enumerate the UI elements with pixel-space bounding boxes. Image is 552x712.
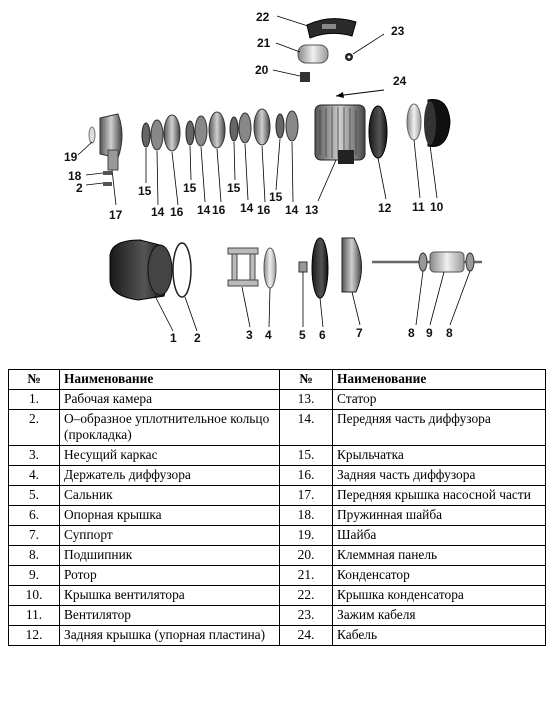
table-row — [9, 410, 546, 446]
cable-arrowhead — [336, 92, 344, 98]
spring-washer-18 — [103, 171, 112, 175]
table-row — [9, 546, 546, 566]
callout-4: 4 — [265, 328, 272, 342]
cell-name: Конденсатор — [333, 566, 546, 586]
cell-number: 2. — [9, 410, 60, 446]
cell-name: Опорная крышка — [60, 506, 280, 526]
cell-number: 11. — [9, 606, 60, 626]
callout-14c: 14 — [240, 201, 254, 215]
callout-16c: 16 — [257, 203, 271, 217]
cell-number: 1. — [9, 390, 60, 410]
callout-13: 13 — [305, 203, 319, 217]
callout-14b: 14 — [197, 203, 211, 217]
cell-name: Подшипник — [60, 546, 280, 566]
capacitor — [298, 45, 328, 63]
callout-24: 24 — [393, 74, 407, 88]
cell-number: 10. — [9, 586, 60, 606]
cell-number: 13. — [280, 390, 333, 410]
cell-number: 24. — [280, 626, 333, 646]
cell-name: Крыльчатка — [333, 446, 546, 466]
cell-number: 23. — [280, 606, 333, 626]
impeller-diffuser-stack — [142, 109, 298, 151]
cell-number: 7. — [9, 526, 60, 546]
callout-15c: 15 — [227, 181, 241, 195]
cell-name: Задняя часть диффузора — [333, 466, 546, 486]
pump-chamber-outlet — [148, 245, 172, 295]
callout-3: 3 — [246, 328, 253, 342]
callout-16b: 16 — [212, 203, 226, 217]
support-cover — [312, 238, 328, 298]
callout-2-bottom: 2 — [194, 331, 201, 345]
seal — [299, 262, 307, 272]
callout-16a: 16 — [170, 205, 184, 219]
cell-name: Пружинная шайба — [333, 506, 546, 526]
cell-number: 6. — [9, 506, 60, 526]
cell-name: Крышка вентилятора — [60, 586, 280, 606]
table-row — [9, 586, 546, 606]
cell-name: Суппорт — [60, 526, 280, 546]
callout-9: 9 — [426, 326, 433, 340]
cell-number: 20. — [280, 546, 333, 566]
header-name-right: Наименование — [333, 370, 546, 390]
bolt-2 — [103, 182, 112, 186]
cell-name: Передняя крышка насосной части — [333, 486, 546, 506]
callout-8a: 8 — [408, 326, 415, 340]
cell-name: Зажим кабеля — [333, 606, 546, 626]
callout-22: 22 — [256, 10, 270, 24]
cell-number: 5. — [9, 486, 60, 506]
cell-number: 4. — [9, 466, 60, 486]
callout-15a: 15 — [138, 184, 152, 198]
cable-clamp-hole — [348, 56, 351, 59]
callout-14d: 14 — [285, 203, 299, 217]
cell-number: 15. — [280, 446, 333, 466]
diffuser-holder — [264, 248, 276, 288]
cell-number: 21. — [280, 566, 333, 586]
bearing-rear — [466, 253, 474, 271]
front-cover-17-neck — [108, 150, 118, 170]
rear-cover — [369, 106, 387, 158]
callout-19: 19 — [64, 150, 78, 164]
o-ring — [173, 243, 191, 297]
table-row — [9, 466, 546, 486]
callout-15b: 15 — [183, 181, 197, 195]
callout-2-top: 2 — [76, 181, 83, 195]
cell-number: 16. — [280, 466, 333, 486]
washer-19 — [89, 127, 95, 143]
rotor — [430, 252, 464, 272]
bracket — [342, 238, 362, 292]
table-row — [9, 506, 546, 526]
table-header-row — [9, 370, 546, 390]
cell-name: Статор — [333, 390, 546, 410]
cell-name: Рабочая камера — [60, 390, 280, 410]
table-row — [9, 486, 546, 506]
table-row — [9, 390, 546, 410]
cell-name: Кабель — [333, 626, 546, 646]
header-name-left: Наименование — [60, 370, 280, 390]
cell-number: 22. — [280, 586, 333, 606]
cell-name: Клеммная панель — [333, 546, 546, 566]
callout-23: 23 — [391, 24, 405, 38]
callout-18: 18 — [68, 169, 82, 183]
cell-number: 12. — [9, 626, 60, 646]
capacitor-cover-slot — [322, 24, 336, 29]
callout-10: 10 — [430, 200, 444, 214]
fan-cover-front — [424, 101, 436, 145]
table-row — [9, 626, 546, 646]
callout-11: 11 — [412, 200, 425, 214]
cell-name: Шайба — [333, 526, 546, 546]
cell-number: 18. — [280, 506, 333, 526]
cell-name: Держатель диффузора — [60, 466, 280, 486]
cell-name: Крышка конденсатора — [333, 586, 546, 606]
header-number-right: № — [280, 370, 333, 390]
callout-5: 5 — [299, 328, 306, 342]
cell-number: 9. — [9, 566, 60, 586]
cell-number: 8. — [9, 546, 60, 566]
table-row — [9, 526, 546, 546]
cell-number: 14. — [280, 410, 333, 446]
cell-name: Вентилятор — [60, 606, 280, 626]
callout-14a: 14 — [151, 205, 165, 219]
callout-1: 1 — [170, 331, 177, 345]
cell-number: 19. — [280, 526, 333, 546]
callout-17: 17 — [109, 208, 123, 222]
cell-name: О–образное уплотнительное кольцо (прокладка) — [60, 410, 280, 446]
parts-table — [8, 369, 546, 646]
cell-name: Ротор — [60, 566, 280, 586]
callout-8b: 8 — [446, 326, 453, 340]
cell-number: 17. — [280, 486, 333, 506]
callout-6: 6 — [319, 328, 326, 342]
cell-number: 3. — [9, 446, 60, 466]
callout-20: 20 — [255, 63, 269, 77]
stator-terminal-box — [338, 150, 354, 164]
callout-12: 12 — [378, 201, 392, 215]
cell-name: Несущий каркас — [60, 446, 280, 466]
callout-21: 21 — [257, 36, 271, 50]
header-number-left: № — [9, 370, 60, 390]
bearing-front — [419, 253, 427, 271]
cell-name: Задняя крышка (упорная пластина) — [60, 626, 280, 646]
callout-15d: 15 — [269, 190, 283, 204]
cell-name: Сальник — [60, 486, 280, 506]
fan — [407, 104, 421, 140]
terminal-panel — [300, 72, 310, 82]
table-row — [9, 566, 546, 586]
support-frame — [228, 248, 258, 286]
table-row — [9, 606, 546, 626]
callout-7: 7 — [356, 326, 363, 340]
table-row — [9, 446, 546, 466]
cell-name: Передняя часть диффузора — [333, 410, 546, 446]
